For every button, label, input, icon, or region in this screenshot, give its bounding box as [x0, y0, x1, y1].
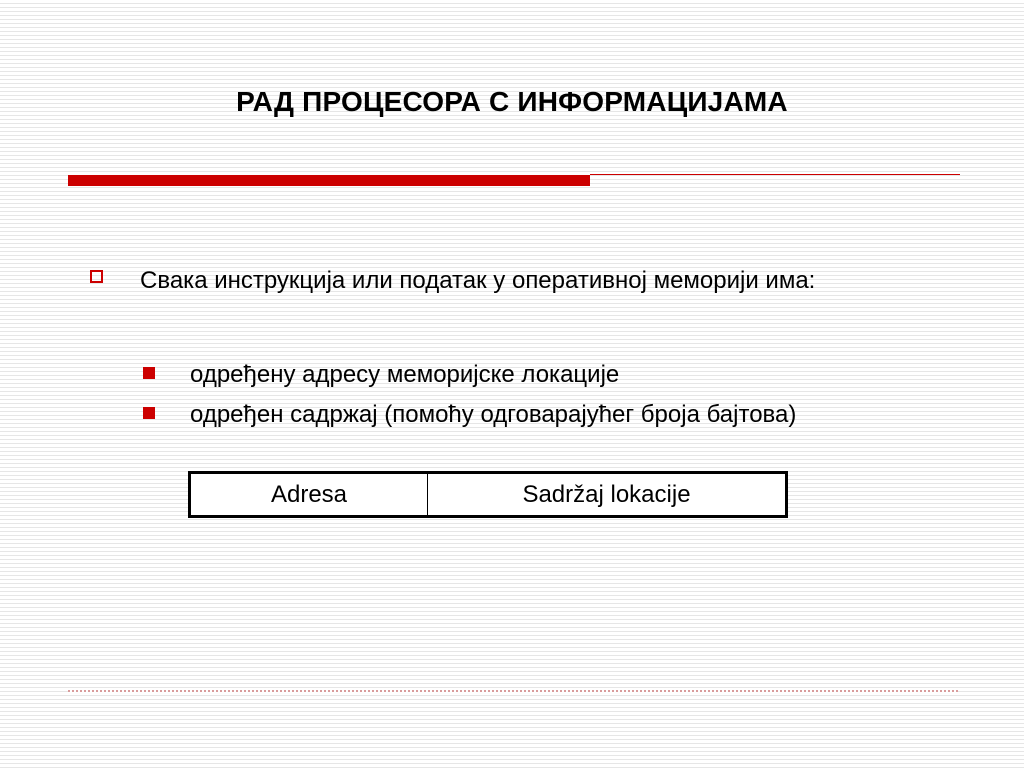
table-row	[190, 473, 787, 517]
sub-bullet-text: одређен садржај (помоћу одговарајућег броја бајтова)	[190, 401, 797, 428]
memory-location-table	[188, 471, 788, 518]
filled-square-bullet-icon	[143, 407, 155, 419]
hollow-square-bullet-icon	[90, 270, 103, 283]
table-cell-address: Adresa	[190, 473, 428, 517]
sub-bullet-text: одређену адресу меморијске локације	[190, 361, 620, 388]
title-underline-thick	[68, 175, 590, 186]
footer-divider	[68, 690, 958, 692]
main-bullet-text: Свака инструкција или податак у оперативној меморији има:	[140, 267, 816, 294]
slide-title: РАД ПРОЦЕСОРА С ИНФОРМАЦИЈАМА	[236, 86, 788, 117]
table-cell-content: Sadržaj lokacije	[428, 473, 787, 517]
filled-square-bullet-icon	[143, 367, 155, 379]
title-underline-thin	[590, 174, 960, 175]
